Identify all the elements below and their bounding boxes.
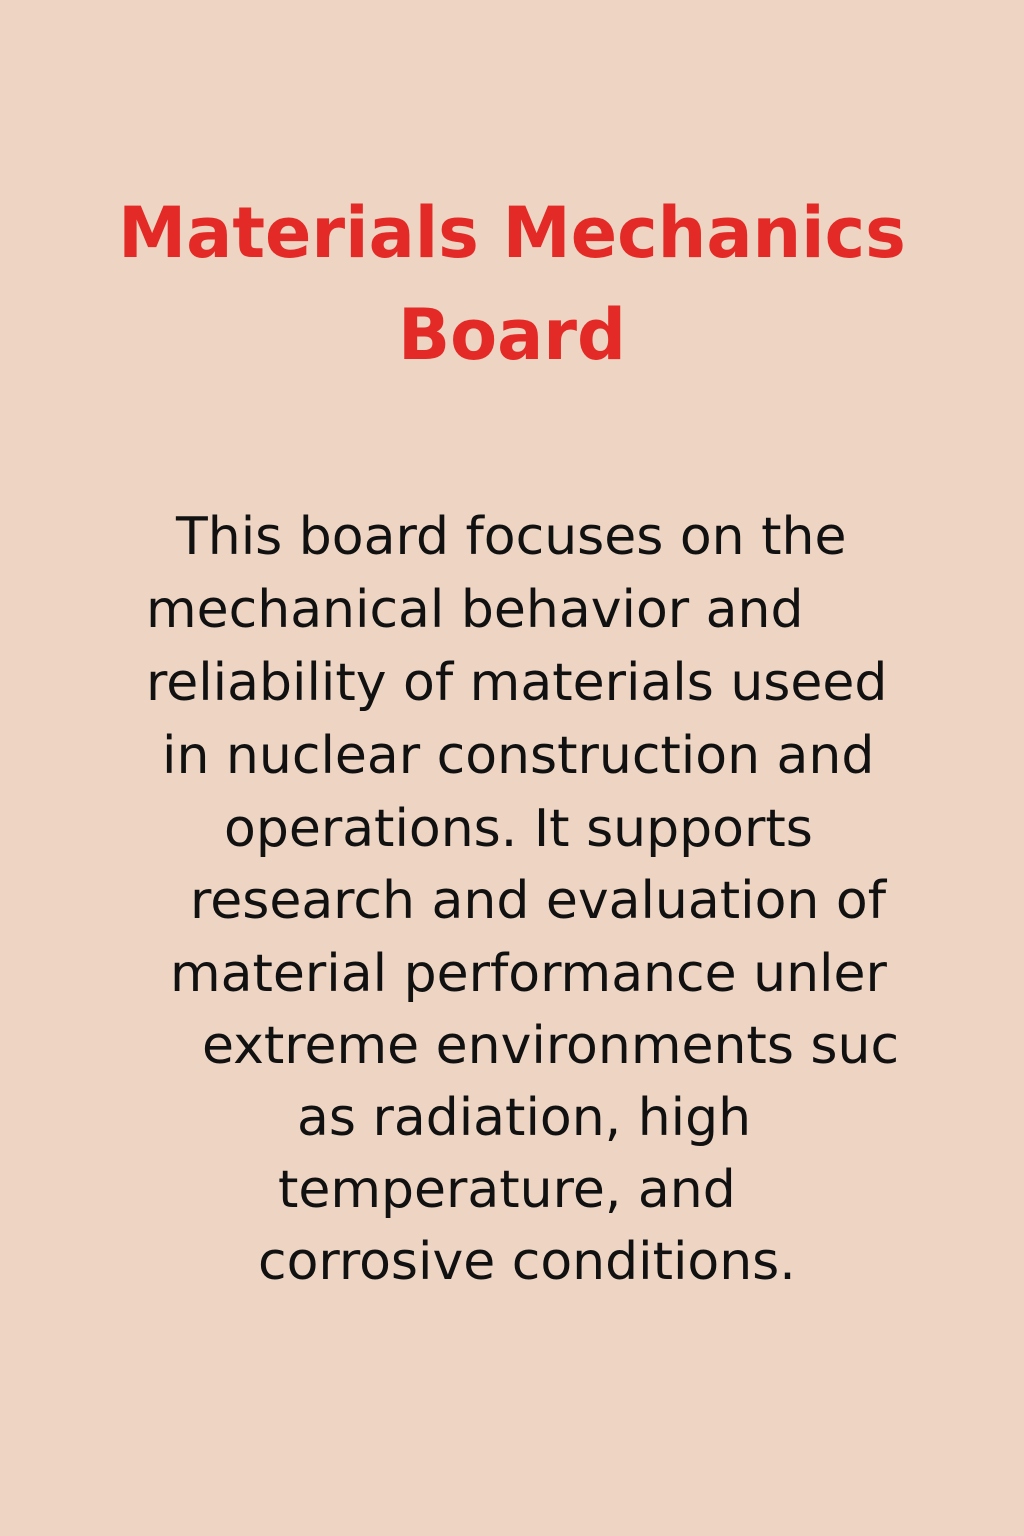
description-line: operations. It supports [224,799,813,859]
title-line-1: Materials Mechanics [118,192,906,274]
description-line: temperature, and [278,1160,736,1220]
title-line-2: Board [398,294,626,376]
description-line: research and evaluation of [190,871,887,931]
description-line: in nuclear construction and [162,726,875,786]
description-line: extreme environments suc [202,1016,900,1076]
description-line: corrosive conditions. [258,1232,796,1292]
description-line: This board focuses on the [176,507,847,567]
description-line: material performance unler [170,944,887,1004]
description-line: reliability of materials useed [146,653,888,713]
description-line: as radiation, high [297,1088,752,1148]
description-line: mechanical behavior and [146,580,804,640]
